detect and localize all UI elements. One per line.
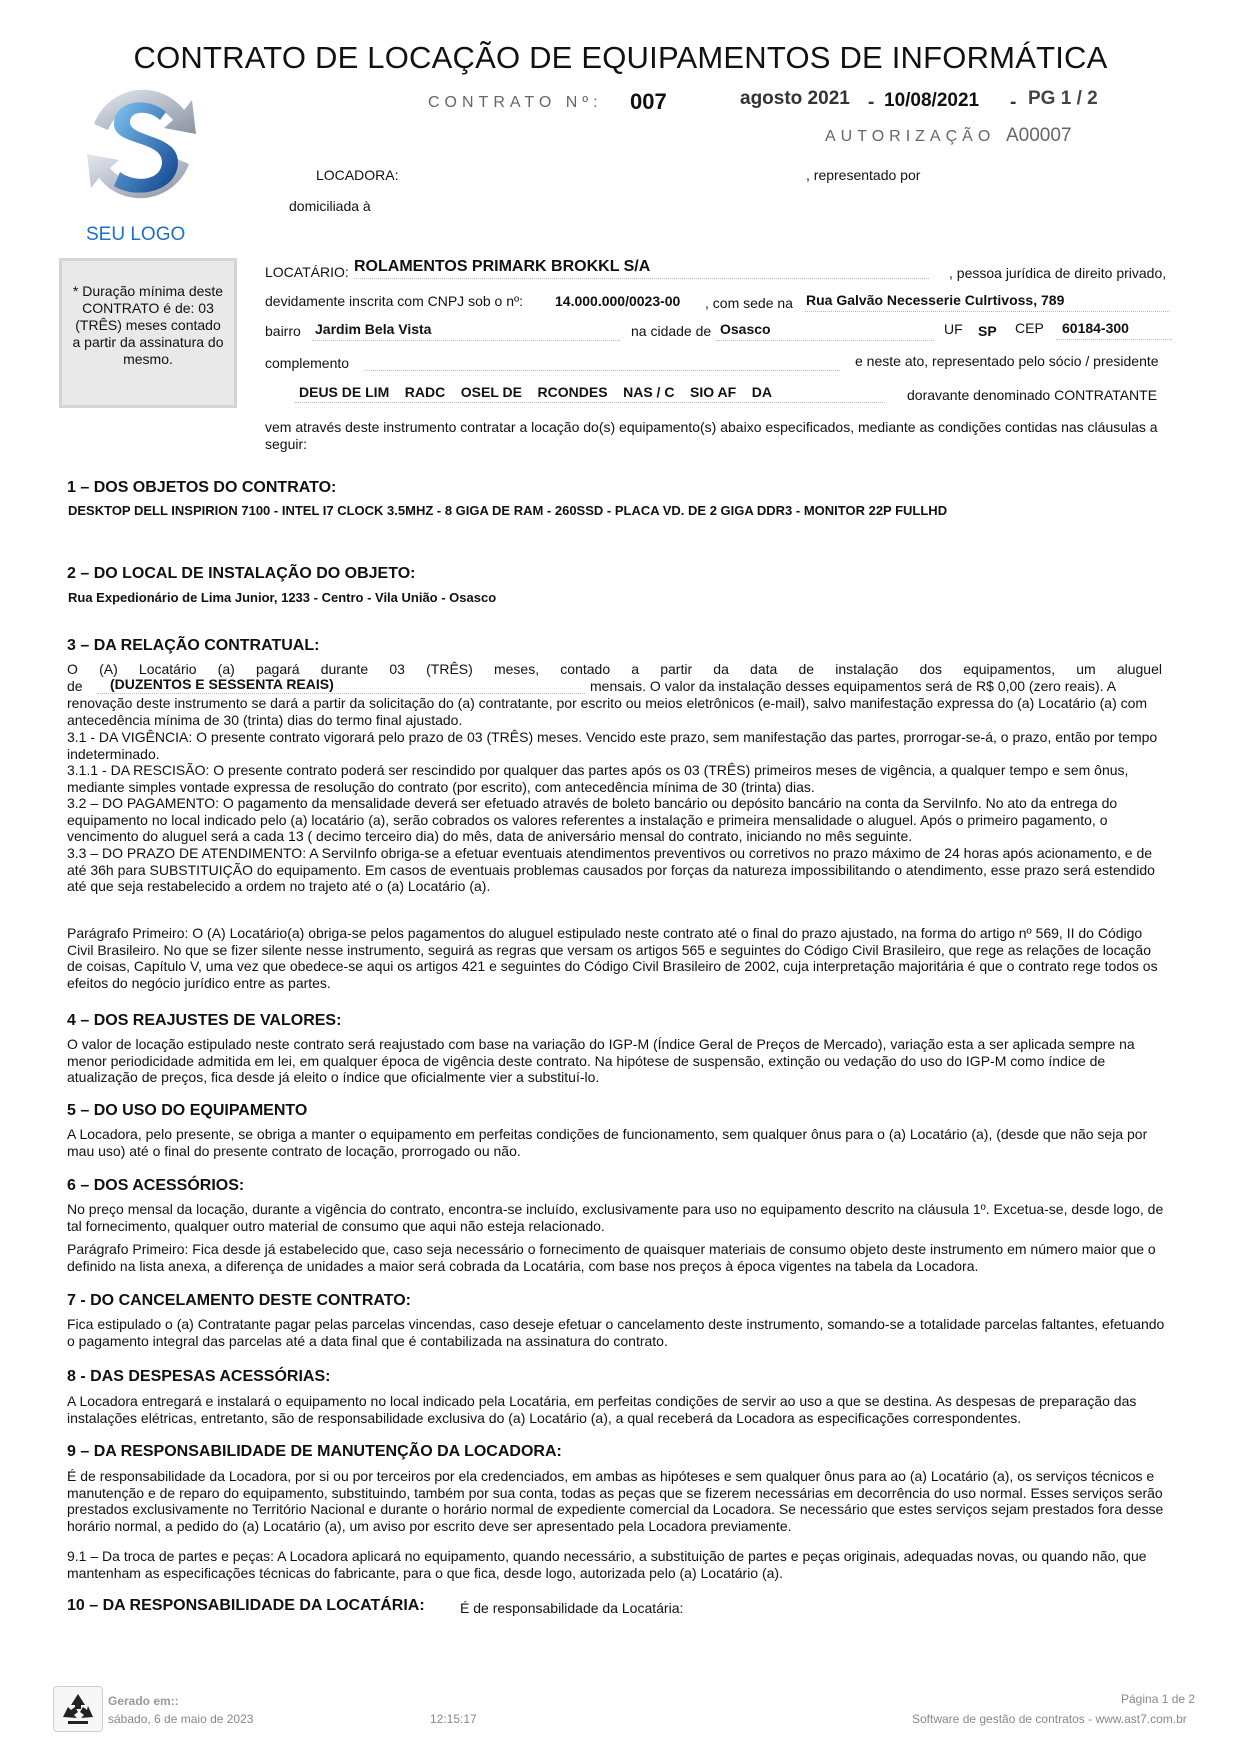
section-3-title: 3 – DA RELAÇÃO CONTRATUAL:	[67, 637, 320, 654]
section-5-title: 5 – DO USO DO EQUIPAMENTO	[67, 1102, 308, 1119]
contract-number-label: CONTRATO Nº:	[428, 94, 603, 111]
locatario-name: ROLAMENTOS PRIMARK BROKKL S/A	[354, 258, 651, 275]
section-6-paragraph-first: Parágrafo Primeiro: Fica desde já estabelecido que, caso seja necessário o fornecimento de quaisquer materiais de consumo objeto deste instrumento em número maior que o definido na lista anexa, a diferença de unidades a maior será cobrada da Locatária, com base nos preços à época vigentes na tabela da Locadora.	[67, 1241, 1156, 1274]
locatario-legal-nature: , pessoa jurídica de direito privado,	[949, 265, 1167, 281]
authorization-label: AUTORIZAÇÃO	[825, 128, 996, 145]
locadora-label: LOCADORA:	[316, 167, 399, 183]
locadora-domicile: domiciliada à	[289, 198, 371, 214]
seat-label: , com sede na	[705, 295, 793, 311]
section-3-2: 3.2 – DO PAGAMENTO: O pagamento da mensalidade deverá ser efetuado através de boleto bancário ou depósito bancário na conta da ServiInfo. No ato da entrega do equipamento no local indicado pelo (a) locatário (a), serão cobrados os valores referentes a instalação e primeira mensalidade o aluguel. Após o primeiro pagamento, o vencimento do aluguel será a cada 13 ( decimo terceiro dia) do mês, data de aniversário mensal do contrato, iniciando no mês seguinte.	[67, 795, 1118, 845]
logo-text: SEU LOGO	[86, 224, 186, 245]
city-value: Osasco	[720, 321, 771, 337]
section-3-paragraph-first: Parágrafo Primeiro: O (A) Locatário(a) obriga-se pelos pagamentos do aluguel estipulado neste contrato até o final do prazo ajustado, na forma do artigo nº 569, II do Código Civil Brasileiro. No que se fizer silente nesse instrumento, seguirá as regras que versam os artigos 565 e seguintes do Código Civil Brasileiro, que rege as relações de locação de coisas, Capítulo V, uma vez que obedece-se aqui os artigos 421 e seguintes do Código Civil Brasileiro de 2002, cuja interpretação majoritária é que o contrato rege todos os efeitos do negócio jurídico entre as partes.	[67, 925, 1158, 992]
document-title: CONTRATO DE LOCAÇÃO DE EQUIPAMENTOS DE INFORMÁTICA	[133, 40, 1108, 75]
section-4-title: 4 – DOS REAJUSTES DE VALORES:	[67, 1012, 342, 1029]
separator: -	[1010, 92, 1017, 113]
intro-text: vem através deste instrumento contratar a locação do(s) equipamento(s) abaixo especificados, mediante as condições contidas nas cláusulas a seguir:	[265, 419, 1158, 452]
section-1-title: 1 – DOS OBJETOS DO CONTRATO:	[67, 479, 337, 496]
section-7-text: Fica estipulado o (a) Contratante pagar pelas parcelas vincendas, caso deseje efetuar o cancelamento deste instrumento, somando-se a totalidade parcelas faltantes, efetuando o pagamento integral das parcelas até a data final que é contabilizada na assinatura do contrato.	[67, 1316, 1165, 1349]
contract-date: 10/08/2021	[884, 90, 980, 111]
uf-value: SP	[978, 323, 997, 339]
contract-month: agosto 2021	[740, 88, 850, 109]
section-8-text: A Locadora entregará e instalará o equipamento no local indicado pela Locatária, em perfeitas condições de servir ao uso a que se destina. As despesas de preparação das instalações elétricas, entretanto, são de responsabilidade exclusiva do (a) Locatário (a), a qual receberá da Locadora as especificações correspondentes.	[67, 1393, 1137, 1426]
cnpj-label: devidamente inscrita com CNPJ sob o nº:	[265, 293, 524, 309]
page-footer: Página 1 de 2	[1121, 1692, 1196, 1706]
section-3-paragraph: renovação deste instrumento se dará a partir da solicitação do (a) contratante, por escrito ou meios eletrônicos (e-mail), salvo manifestação expressa do (a) Locatário (a) com antecedência mínima de 30 (trinta) dias do termo final ajustado.	[67, 695, 1148, 728]
minimum-duration-note: * Duração mínima deste CONTRATO é de: 03 (TRÊS) meses contado a partir da assinatura do mesmo.	[59, 258, 237, 408]
s-arrows-logo-icon	[74, 82, 209, 207]
district-value: Jardim Bela Vista	[315, 321, 432, 337]
cep-label: CEP	[1015, 320, 1044, 336]
section-2-title: 2 – DO LOCAL DE INSTALAÇÃO DO OBJETO:	[67, 565, 416, 582]
section-3-line2: mensais. O valor da instalação desses equipamentos será de R$ 0,00 (zero reais). A	[590, 678, 1117, 694]
separator: -	[868, 92, 875, 113]
section-9-title: 9 – DA RESPONSABILIDADE DE MANUTENÇÃO DA LOCADORA:	[67, 1443, 562, 1460]
complement-line	[365, 351, 840, 371]
section-3-line1: O (A) Locatário (a) pagará durante 03 (TRÊS) meses, contado a partir da data de instalação dos equipamentos, um aluguel	[67, 661, 1162, 677]
page-indicator: PG 1 / 2	[1028, 88, 1098, 109]
uf-label: UF	[944, 321, 963, 337]
section-4-text: O valor de locação estipulado neste contrato será reajustado com base na variação do IGP-M (Índice Geral de Preços de Mercado), variação esta a ser aplicada sempre na menor periodicidade admitida em lei, em qualquer época de vigência deste contrato. Na hipótese de suspensão, extinção ou vedação do uso do IGP-M como índice de atualização de preços, fica desde já eleito o índice que oficialmente vier a substituí-lo.	[67, 1036, 1135, 1086]
generated-time: 12:15:17	[430, 1712, 477, 1726]
section-10-title: 10 – DA RESPONSABILIDADE DA LOCATÁRIA:	[67, 1597, 425, 1614]
section-10-text: É de responsabilidade da Locatária:	[460, 1600, 684, 1616]
complement-label: complemento	[265, 355, 350, 371]
city-label: na cidade de	[631, 323, 712, 339]
section-7-title: 7 - DO CANCELAMENTO DESTE CONTRATO:	[67, 1292, 412, 1309]
section-1-text: DESKTOP DELL INSPIRION 7100 - INTEL I7 CLOCK 3.5MHZ - 8 GIGA DE RAM - 260SSD - PLACA VD. DE 2 GIGA DDR3 - MONITOR 22P FULLHD	[68, 503, 948, 518]
cep-value: 60184-300	[1062, 320, 1129, 336]
section-3-1-1: 3.1.1 - DA RESCISÃO: O presente contrato poderá ser rescindido por qualquer das partes após os 03 (TRÊS) primeiros meses de vigência, a qualquer tempo e sem ônus, mediante simples vontade expressa de resolução do contrato (por escrito), com antecedência mínima de 30 (trinta) dias.	[67, 762, 1129, 795]
generated-label: Gerado em::	[108, 1694, 179, 1708]
section-3-de: de	[67, 678, 83, 694]
representative-text: e neste ato, representado pelo sócio / presidente	[855, 353, 1159, 369]
section-2-text: Rua Expedionário de Lima Junior, 1233 - Centro - Vila União - Osasco	[68, 590, 497, 605]
locadora-represented: , representado por	[806, 167, 921, 183]
contract-number: 007	[630, 89, 667, 114]
recycle-icon	[53, 1686, 103, 1732]
section-9-1: 9.1 – Da troca de partes e peças: A Locadora aplicará no equipamento, quando necessário, a substituição de partes e peças originais, adequadas novas, ou quando não, que mantenham as especificações técnicas do fabricante, para o que fica, desde logo, autorizada pelo (a) Locatário (a).	[67, 1548, 1147, 1581]
cnpj-value: 14.000.000/0023-00	[555, 293, 681, 309]
locatario-label: LOCATÁRIO:	[265, 264, 349, 280]
section-3-1: 3.1 - DA VIGÊNCIA: O presente contrato vigorará pelo prazo de 03 (TRÊS) meses. Vencido este prazo, sem manifestação das partes, prorrogar-se-á, o prazo, então por tempo indeterminado.	[67, 729, 1158, 762]
generated-date: sábado, 6 de maio de 2023	[108, 1712, 254, 1726]
section-3-3: 3.3 – DO PRAZO DE ATENDIMENTO: A ServiInfo obriga-se a efetuar eventuais atendimentos preventivos ou corretivos no prazo máximo de 24 horas após acionamento, e de até 36h para SUBSTITUIÇÃO do equipamento. Em casos de eventuais problemas causados por forças da natureza impossibilitando o atendimento, esse prazo será estendido até que seja restabelecido a ordem no trajeto até o (a) Locatário (a).	[67, 845, 1155, 895]
street-value: Rua Galvão Necesserie Culrtivoss, 789	[806, 292, 1065, 308]
representative-name: DEUS DE LIM RADC OSEL DE RCONDES NAS / C SIO AF DA	[299, 384, 772, 400]
section-8-title: 8 - DAS DESPESAS ACESSÓRIAS:	[67, 1368, 331, 1385]
authorization-code: A00007	[1006, 125, 1072, 146]
rent-value: (DUZENTOS E SESSENTA REAIS)	[110, 676, 334, 692]
section-5-text: A Locadora, pelo presente, se obriga a manter o equipamento em perfeitas condições de funcionamento, sem qualquer ônus para o (a) Locatário (a), (desde que não seja por mau uso) até o final do presente contrato de locação, prorrogado ou não.	[67, 1126, 1148, 1159]
section-9-text: É de responsabilidade da Locadora, por si ou por terceiros por ela credenciados, em ambas as hipóteses e sem qualquer ônus para ao (a) Locatário (a), os serviços técnicos e manutenção e de reparo do equipamento, substituindo, também por sua conta, todas as peças que se fizerem necessárias em decorrência do uso normal. Esses serviços serão prestados exclusivamente no Território Nacional e durante o horário normal de expediente comercial da Locadora. Se necessário que estes serviços sejam prestados fora desse horário normal, a pedido do (a) Locatário (a), um aviso por escrito deve ser apresentado pela Locadora previamente.	[67, 1468, 1164, 1535]
software-credit: Software de gestão de contratos - www.ast7.com.br	[912, 1712, 1187, 1726]
section-6-title: 6 – DOS ACESSÓRIOS:	[67, 1177, 245, 1194]
district-label: bairro	[265, 323, 301, 339]
contractor-denomination: doravante denominado CONTRATANTE	[907, 387, 1158, 403]
logo	[74, 82, 209, 245]
section-6-text: No preço mensal da locação, durante a vigência do contrato, encontra-se incluído, exclusivamente para uso no equipamento descrito na cláusula 1º. Excetua-se, desde logo, de tal fornecimento, qualquer outro material de consumo que aqui não esteja relacionado.	[67, 1201, 1164, 1234]
